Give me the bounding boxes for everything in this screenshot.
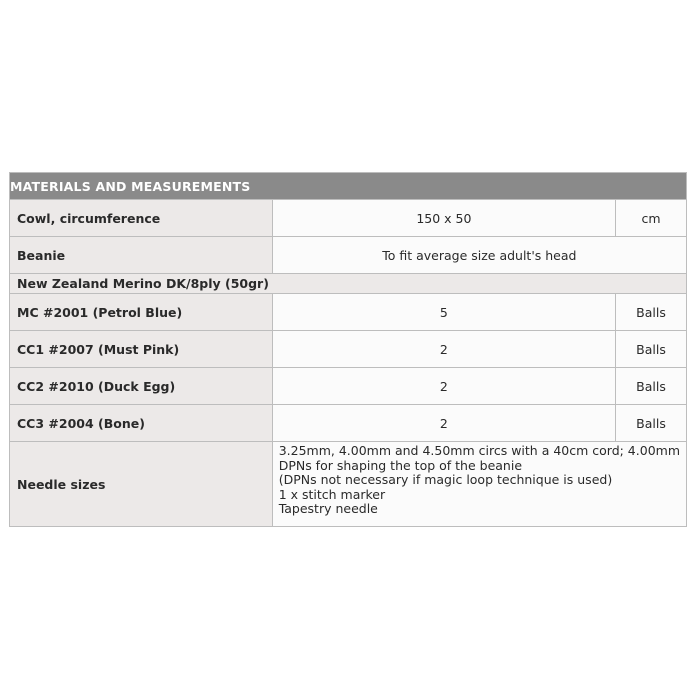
table-row-yarn — [10, 294, 687, 331]
yarn-unit: Balls — [616, 294, 687, 331]
table-row-beanie — [10, 237, 687, 274]
yarn-unit: Balls — [616, 405, 687, 442]
yarn-unit: Balls — [616, 331, 687, 368]
cowl-unit: cm — [616, 200, 687, 237]
cowl-label: Cowl, circumference — [10, 200, 273, 237]
yarn-label: MC #2001 (Petrol Blue) — [10, 294, 273, 331]
yarn-quantity: 2 — [272, 405, 615, 442]
table-row-yarn — [10, 368, 687, 405]
needles-line: 1 x stitch marker — [278, 486, 386, 502]
yarn-label: CC1 #2007 (Must Pink) — [10, 331, 273, 368]
beanie-value: To fit average size adult's head — [272, 237, 686, 274]
beanie-label: Beanie — [10, 237, 273, 274]
yarn-quantity: 2 — [272, 331, 615, 368]
yarn-heading: New Zealand Merino DK/8ply (50gr) — [10, 274, 687, 294]
cowl-value: 150 x 50 — [272, 200, 615, 237]
table-header-row — [10, 173, 687, 200]
yarn-unit: Balls — [616, 368, 687, 405]
table-row-needles — [10, 442, 687, 527]
table-row-cowl — [10, 200, 687, 237]
yarn-quantity: 5 — [272, 294, 615, 331]
needles-line: Tapestry needle — [278, 501, 378, 517]
table-header: MATERIALS AND MEASUREMENTS — [10, 173, 687, 200]
yarn-label: CC2 #2010 (Duck Egg) — [10, 368, 273, 405]
needles-details — [272, 442, 686, 527]
materials-table — [9, 172, 687, 527]
yarn-quantity: 2 — [272, 368, 615, 405]
needles-label: Needle sizes — [10, 442, 273, 527]
needles-line: (DPNs not necessary if magic loop technique is used) — [278, 472, 613, 488]
needles-line: 3.25mm, 4.00mm and 4.50mm circs with a 40cm cord; 4.00mm — [278, 443, 680, 458]
table-row-yarn-heading — [10, 274, 687, 294]
yarn-label: CC3 #2004 (Bone) — [10, 405, 273, 442]
table-row-yarn — [10, 405, 687, 442]
needles-line: DPNs for shaping the top of the beanie — [278, 457, 523, 473]
table-row-yarn — [10, 331, 687, 368]
